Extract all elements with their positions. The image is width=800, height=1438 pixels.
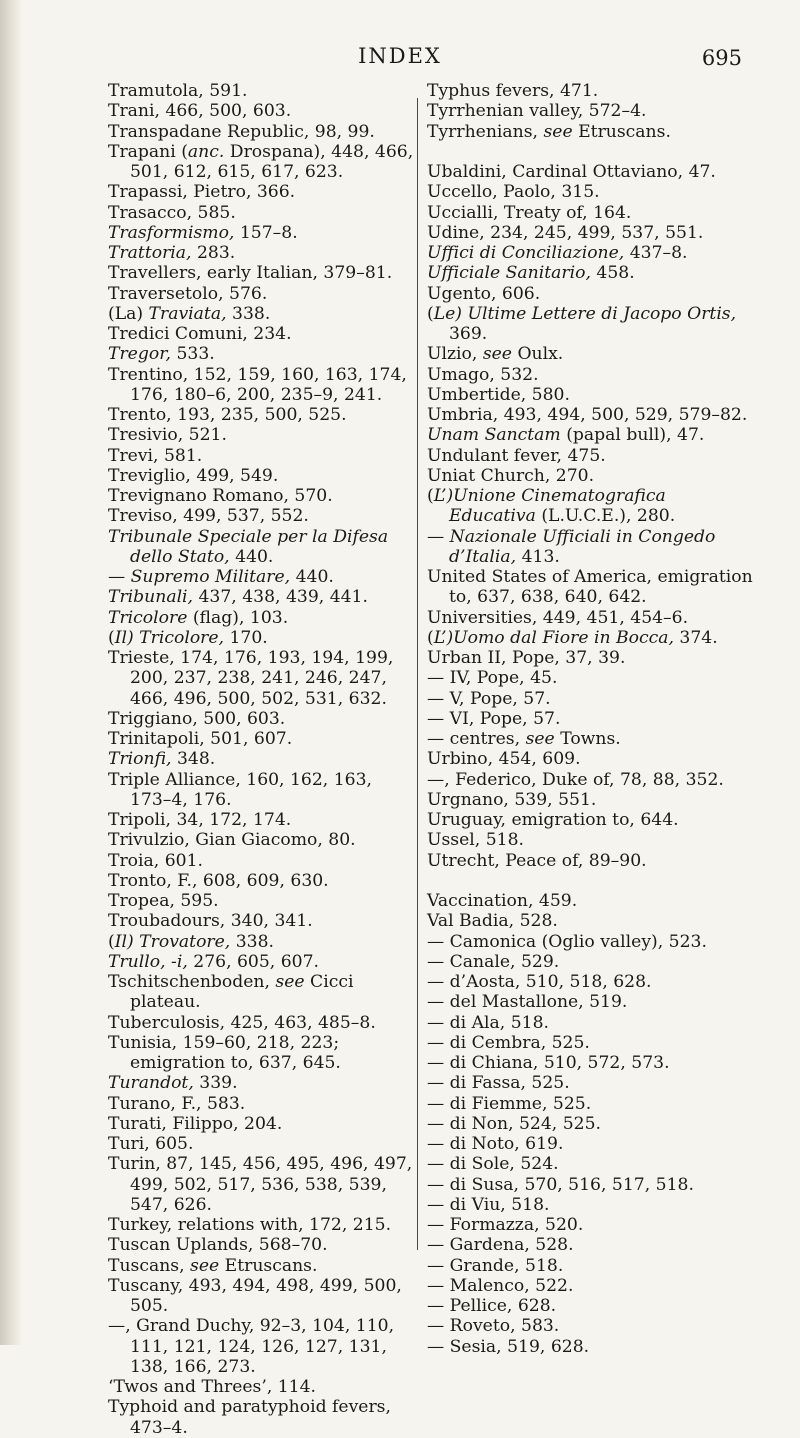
- entry-text: 458.: [590, 263, 635, 284]
- index-entry: [427, 567, 757, 608]
- index-entry: [108, 506, 416, 526]
- entry-text: Universities, 449, 451, 454–6.: [427, 607, 689, 628]
- entry-text: Trevignano Romano, 570.: [108, 486, 333, 506]
- entry-text: Tuberculosis, 425, 463, 485–8.: [108, 1012, 376, 1033]
- index-entry: [427, 304, 757, 345]
- entry-text: — Formazza, 520.: [427, 1215, 584, 1235]
- page-gutter-shadow: [0, 0, 22, 1345]
- entry-text: Tunisia, 159–60, 218, 223; emigration to, 637, 645.: [108, 1032, 341, 1073]
- entry-text: Trevi, 581.: [108, 445, 203, 466]
- index-entry: [108, 608, 416, 628]
- entry-text: — di Noto, 619.: [427, 1134, 564, 1154]
- entry-text: Utrecht, Peace of, 89–90.: [427, 850, 647, 871]
- entry-italic-text: anc.: [187, 141, 225, 162]
- entry-text: Umago, 532.: [427, 364, 539, 385]
- index-entry: [108, 1114, 416, 1134]
- index-entry: [427, 790, 757, 810]
- entry-text: 338.: [230, 931, 274, 952]
- entry-text: — di Chiana, 510, 572, 573.: [427, 1053, 670, 1073]
- entry-text: 533.: [171, 344, 215, 365]
- entry-text: 369.: [449, 324, 488, 344]
- index-entry: [108, 810, 416, 830]
- index-entry: [427, 851, 757, 871]
- entry-text: Turati, Filippo, 204.: [108, 1113, 283, 1134]
- index-entry: [427, 425, 757, 445]
- index-entry: [427, 405, 757, 425]
- entry-italic-text: Nazionale Ufficiali in Congedo d’Italia,: [449, 526, 716, 567]
- index-entry: [108, 1316, 416, 1377]
- entry-text: — VI, Pope, 57.: [427, 708, 561, 729]
- index-entry: [427, 203, 757, 223]
- entry-text: Tyrrhenians,: [427, 121, 544, 142]
- index-entry: [108, 1235, 416, 1255]
- entry-text: Urban II, Pope, 37, 39.: [427, 648, 626, 668]
- index-entry: [427, 891, 757, 911]
- index-entry: [427, 1316, 757, 1336]
- entry-text: 339.: [193, 1073, 238, 1094]
- entry-text: — Pellice, 628.: [427, 1296, 557, 1316]
- index-entry: [108, 486, 416, 506]
- index-entry: [108, 891, 416, 911]
- index-entry: [427, 729, 757, 749]
- index-entry: [427, 1195, 757, 1215]
- entry-text: Udine, 234, 245, 499, 537, 551.: [427, 222, 704, 243]
- index-entry: [108, 1154, 416, 1215]
- entry-text: — d’Aosta, 510, 518, 628.: [427, 972, 652, 992]
- entry-text: (La): [108, 303, 149, 324]
- entry-text: Trapani (: [108, 141, 188, 162]
- index-entry: [427, 1256, 757, 1276]
- index-entry: [427, 1215, 757, 1235]
- index-entry: [427, 932, 757, 952]
- entry-text: Oulx.: [511, 344, 564, 365]
- section-gap: [427, 142, 757, 162]
- entry-text: (: [108, 627, 115, 648]
- index-entry: [427, 527, 757, 568]
- entry-text: Trani, 466, 500, 603.: [108, 101, 292, 122]
- entry-text: — IV, Pope, 45.: [427, 668, 558, 689]
- entry-text: Drospana), 448, 466, 501, 612, 615, 617, 623.: [130, 141, 414, 182]
- index-entry: [108, 284, 416, 304]
- entry-text: Uccello, Paolo, 315.: [427, 182, 600, 203]
- entry-italic-text: Traviata,: [148, 303, 227, 324]
- entry-text: Treviso, 499, 537, 552.: [108, 506, 309, 527]
- index-entry: [108, 1134, 416, 1154]
- index-entry: [108, 466, 416, 486]
- index-entry: [108, 243, 416, 263]
- entry-text: Treviglio, 499, 549.: [108, 465, 279, 486]
- index-entry: [108, 142, 416, 183]
- entry-italic-text: L’)Unione Cinematografica Educativa: [433, 486, 666, 527]
- index-entry: [427, 992, 757, 1012]
- entry-text: (: [108, 931, 115, 952]
- entry-text: Towns.: [554, 729, 621, 749]
- entry-text: Troubadours, 340, 341.: [108, 911, 313, 932]
- entry-text: Umbertide, 580.: [427, 384, 570, 405]
- entry-text: — Grande, 518.: [427, 1255, 564, 1276]
- index-entry: [108, 1215, 416, 1235]
- entry-text: Ubaldini, Cardinal Ottaviano, 47.: [427, 162, 716, 182]
- entry-text: — Canale, 529.: [427, 951, 560, 972]
- entry-text: 157–8.: [234, 222, 298, 243]
- entry-text: Tyrrhenian valley, 572–4.: [427, 101, 647, 122]
- entry-text: Urgnano, 539, 551.: [427, 789, 597, 810]
- index-entry: [427, 709, 757, 729]
- index-entry: [108, 709, 416, 729]
- entry-text: 276, 605, 607.: [187, 951, 319, 972]
- entry-text: (papal bull), 47.: [560, 425, 705, 446]
- entry-text: 170.: [224, 627, 268, 648]
- index-entry: [108, 567, 416, 587]
- entry-text: — di Cembra, 525.: [427, 1032, 590, 1053]
- entry-text: Tropea, 595.: [108, 891, 219, 911]
- entry-text: — di Ala, 518.: [427, 1012, 549, 1033]
- entry-text: Ussel, 518.: [427, 830, 524, 851]
- entry-text: 440.: [229, 546, 274, 567]
- entry-text: United States of America, emigration to, 637, 638, 640, 642.: [427, 567, 753, 608]
- index-entry: [108, 911, 416, 931]
- index-entry: [108, 344, 416, 364]
- entry-text: —: [427, 526, 450, 547]
- entry-text: Turano, F., 583.: [108, 1093, 246, 1114]
- entry-text: Val Badia, 528.: [427, 911, 558, 932]
- entry-text: Trentino, 152, 159, 160, 163, 174, 176, 180–6, 200, 235–9, 241.: [108, 364, 407, 405]
- index-entry: [427, 1296, 757, 1316]
- index-entry: [427, 1033, 757, 1053]
- entry-italic-text: Unam Sanctam: [427, 425, 561, 446]
- index-entry: [427, 1094, 757, 1114]
- index-entry: [427, 810, 757, 830]
- index-entry: [427, 749, 757, 769]
- index-entry: [108, 425, 416, 445]
- index-entry: [427, 263, 757, 283]
- index-entry: [108, 952, 416, 972]
- entry-text: Tramutola, 591.: [108, 81, 248, 101]
- entry-italic-text: see: [525, 729, 555, 749]
- index-entry: [108, 365, 416, 406]
- entry-text: Triple Alliance, 160, 162, 163, 173–4, 176.: [108, 769, 372, 810]
- index-entry: [427, 162, 757, 182]
- entry-text: —: [108, 567, 131, 587]
- index-entry: [427, 284, 757, 304]
- page-title: INDEX: [358, 44, 442, 68]
- index-entry: [108, 1276, 416, 1317]
- entry-text: Troia, 601.: [108, 850, 203, 871]
- index-column-right: [427, 81, 757, 1357]
- entry-text: —, Federico, Duke of, 78, 88, 352.: [427, 769, 724, 790]
- index-entry: [427, 446, 757, 466]
- index-entry: [427, 1337, 757, 1357]
- entry-text: — di Sole, 524.: [427, 1154, 559, 1175]
- entry-text: 437–8.: [624, 243, 688, 263]
- entry-text: Transpadane Republic, 98, 99.: [108, 121, 375, 142]
- entry-text: — Roveto, 583.: [427, 1316, 560, 1337]
- column-divider: [417, 98, 418, 1250]
- index-entry: [108, 770, 416, 811]
- entry-text: Trinitapoli, 501, 607.: [108, 729, 293, 749]
- entry-text: (: [427, 303, 434, 324]
- index-entry: [427, 223, 757, 243]
- index-entry: [108, 749, 416, 769]
- entry-text: Etruscans.: [572, 121, 671, 142]
- entry-text: Uruguay, emigration to, 644.: [427, 810, 679, 830]
- index-entry: [108, 263, 416, 283]
- entry-italic-text: Il) Trovatore,: [114, 931, 231, 952]
- entry-text: Turi, 605.: [108, 1134, 194, 1154]
- entry-text: Uniat Church, 270.: [427, 465, 595, 486]
- entry-text: Triggiano, 500, 603.: [108, 708, 286, 729]
- entry-text: — V, Pope, 57.: [427, 688, 551, 709]
- entry-text: Traversetolo, 576.: [108, 283, 268, 304]
- index-entry: [108, 81, 416, 101]
- entry-text: Undulant fever, 475.: [427, 445, 606, 466]
- entry-text: Tuscany, 493, 494, 498, 499, 500, 505.: [108, 1275, 402, 1316]
- entry-text: — di Fiemme, 525.: [427, 1093, 592, 1114]
- entry-text: (: [427, 627, 434, 648]
- entry-italic-text: Trattoria,: [108, 243, 192, 263]
- section-gap: [427, 871, 757, 891]
- entry-italic-text: Supremo Militare,: [130, 567, 291, 587]
- entry-text: Vaccination, 459.: [427, 891, 578, 911]
- index-entry: [108, 871, 416, 891]
- entry-text: 437, 438, 439, 441.: [193, 587, 368, 608]
- index-entry: [427, 1235, 757, 1255]
- entry-italic-text: see: [482, 344, 512, 365]
- entry-text: — di Susa, 570, 516, 517, 518.: [427, 1174, 694, 1195]
- index-entry: [108, 1073, 416, 1093]
- entry-text: Trasacco, 585.: [108, 202, 236, 223]
- entry-italic-text: see: [543, 121, 573, 142]
- index-entry: [108, 729, 416, 749]
- entry-text: — Malenco, 522.: [427, 1275, 574, 1296]
- index-entry: [427, 182, 757, 202]
- index-entry: [427, 1134, 757, 1154]
- entry-text: — di Non, 524, 525.: [427, 1113, 601, 1134]
- entry-text: Trapassi, Pietro, 366.: [108, 182, 296, 203]
- index-entry: [108, 101, 416, 121]
- entry-text: Typhoid and paratyphoid fevers, 473–4.: [108, 1397, 391, 1438]
- entry-italic-text: see: [275, 972, 305, 992]
- index-entry: [108, 1013, 416, 1033]
- entry-text: Tredici Comuni, 234.: [108, 324, 292, 344]
- entry-italic-text: Uffici di Conciliazione,: [427, 243, 625, 263]
- index-entry: [108, 1397, 416, 1438]
- entry-text: Cicci plateau.: [130, 972, 354, 1013]
- entry-text: Typhus fevers, 471.: [427, 81, 599, 101]
- index-entry: [108, 405, 416, 425]
- index-entry: [108, 223, 416, 243]
- entry-text: Turkey, relations with, 172, 215.: [108, 1215, 392, 1235]
- entry-italic-text: Turandot,: [108, 1073, 194, 1094]
- index-entry: [427, 608, 757, 628]
- index-entry: [108, 628, 416, 648]
- entry-italic-text: Trullo, -i,: [108, 951, 188, 972]
- entry-text: Uccialli, Treaty of, 164.: [427, 202, 632, 223]
- index-entry: [427, 1154, 757, 1174]
- entry-text: — centres,: [427, 729, 526, 749]
- entry-text: — del Mastallone, 519.: [427, 992, 628, 1013]
- entry-text: Tresivio, 521.: [108, 425, 227, 446]
- entry-text: Trento, 193, 235, 500, 525.: [108, 405, 347, 425]
- entry-italic-text: Tribunali,: [108, 587, 194, 608]
- index-entry: [108, 446, 416, 466]
- index-entry: [108, 1377, 416, 1397]
- index-entry: [427, 770, 757, 790]
- index-entry: [108, 527, 416, 568]
- index-entry: [108, 1256, 416, 1276]
- index-entry: [427, 466, 757, 486]
- index-entry: [108, 304, 416, 324]
- index-entry: [108, 203, 416, 223]
- entry-text: Umbria, 493, 494, 500, 529, 579–82.: [427, 405, 748, 425]
- entry-italic-text: Trionfi,: [108, 749, 172, 770]
- entry-text: 440.: [290, 567, 334, 587]
- index-entry: [427, 668, 757, 688]
- entry-text: 338.: [226, 303, 271, 324]
- entry-italic-text: Tricolore: [108, 607, 188, 628]
- entry-text: — di Viu, 518.: [427, 1194, 550, 1215]
- index-entry: [427, 1175, 757, 1195]
- index-entry: [427, 1073, 757, 1093]
- index-entry: [427, 628, 757, 648]
- index-entry: [108, 972, 416, 1013]
- entry-italic-text: Le) Ultime Lettere di Jacopo Ortis,: [433, 303, 737, 324]
- entry-text: (L.U.C.E.), 280.: [535, 506, 676, 527]
- entry-italic-text: Ufficiale Sanitario,: [427, 263, 591, 284]
- page-header: [0, 44, 800, 74]
- index-column-left: [108, 81, 416, 1438]
- index-entry: [108, 648, 416, 709]
- index-entry: [427, 911, 757, 931]
- index-entry: [108, 851, 416, 871]
- entry-text: 348.: [171, 749, 216, 770]
- index-entry: [108, 932, 416, 952]
- entry-italic-text: Il) Tricolore,: [114, 627, 225, 648]
- index-entry: [427, 952, 757, 972]
- entry-text: Tschitschenboden,: [108, 972, 276, 992]
- index-entry: [427, 689, 757, 709]
- index-entry: [427, 648, 757, 668]
- index-entry: [427, 81, 757, 101]
- index-entry: [108, 1033, 416, 1074]
- index-entry: [108, 830, 416, 850]
- entry-text: Ugento, 606.: [427, 283, 541, 304]
- entry-text: — di Fassa, 525.: [427, 1073, 570, 1094]
- index-entry: [427, 1114, 757, 1134]
- entry-text: 374.: [673, 627, 718, 648]
- entry-text: 413.: [516, 546, 560, 567]
- index-entry: [427, 972, 757, 992]
- index-entry: [427, 101, 757, 121]
- index-entry: [427, 1276, 757, 1296]
- entry-italic-text: Tribunale Speciale per la Difesa dello Stato,: [108, 526, 389, 567]
- index-entry: [427, 385, 757, 405]
- entry-text: — Camonica (Oglio valley), 523.: [427, 931, 707, 952]
- index-entry: [427, 344, 757, 364]
- entry-italic-text: Tregor,: [108, 344, 171, 365]
- index-entry: [427, 243, 757, 263]
- index-entry: [427, 830, 757, 850]
- entry-italic-text: L’)Uomo dal Fiore in Bocca,: [433, 627, 674, 648]
- entry-text: —, Grand Duchy, 92–3, 104, 110, 111, 121, 124, 126, 127, 131, 138, 166, 273.: [108, 1316, 395, 1377]
- entry-text: Trivulzio, Gian Giacomo, 80.: [108, 830, 356, 851]
- entry-italic-text: Trasformismo,: [108, 222, 235, 243]
- entry-text: ‘Twos and Threes’, 114.: [108, 1377, 317, 1397]
- entry-text: Trieste, 174, 176, 193, 194, 199, 200, 237, 238, 241, 246, 247, 466, 496, 500, 502, 531, 632.: [108, 648, 394, 709]
- entry-text: 283.: [191, 243, 236, 263]
- entry-text: — Gardena, 528.: [427, 1235, 574, 1256]
- index-entry: [427, 1053, 757, 1073]
- index-entry: [427, 1013, 757, 1033]
- entry-text: Tronto, F., 608, 609, 630.: [108, 870, 329, 891]
- entry-text: Travellers, early Italian, 379–81.: [108, 263, 393, 284]
- entry-text: Tripoli, 34, 172, 174.: [108, 810, 292, 830]
- page-number: 695: [701, 46, 742, 70]
- index-entry: [427, 486, 757, 527]
- index-entry: [108, 587, 416, 607]
- entry-text: Turin, 87, 145, 456, 495, 496, 497, 499, 502, 517, 536, 538, 539, 547, 626.: [108, 1154, 413, 1215]
- entry-italic-text: see: [190, 1255, 220, 1276]
- entry-text: Ulzio,: [427, 344, 483, 365]
- entry-text: Tuscans,: [108, 1255, 191, 1276]
- entry-text: (flag), 103.: [187, 607, 289, 628]
- entry-text: Tuscan Uplands, 568–70.: [108, 1235, 328, 1256]
- index-entry: [108, 182, 416, 202]
- index-entry: [427, 365, 757, 385]
- index-entry: [108, 324, 416, 344]
- entry-text: (: [427, 486, 434, 506]
- entry-text: Urbino, 454, 609.: [427, 749, 581, 770]
- index-entry: [427, 122, 757, 142]
- entry-text: — Sesia, 519, 628.: [427, 1336, 590, 1357]
- index-entry: [108, 1094, 416, 1114]
- index-entry: [108, 122, 416, 142]
- entry-text: Etruscans.: [219, 1255, 318, 1276]
